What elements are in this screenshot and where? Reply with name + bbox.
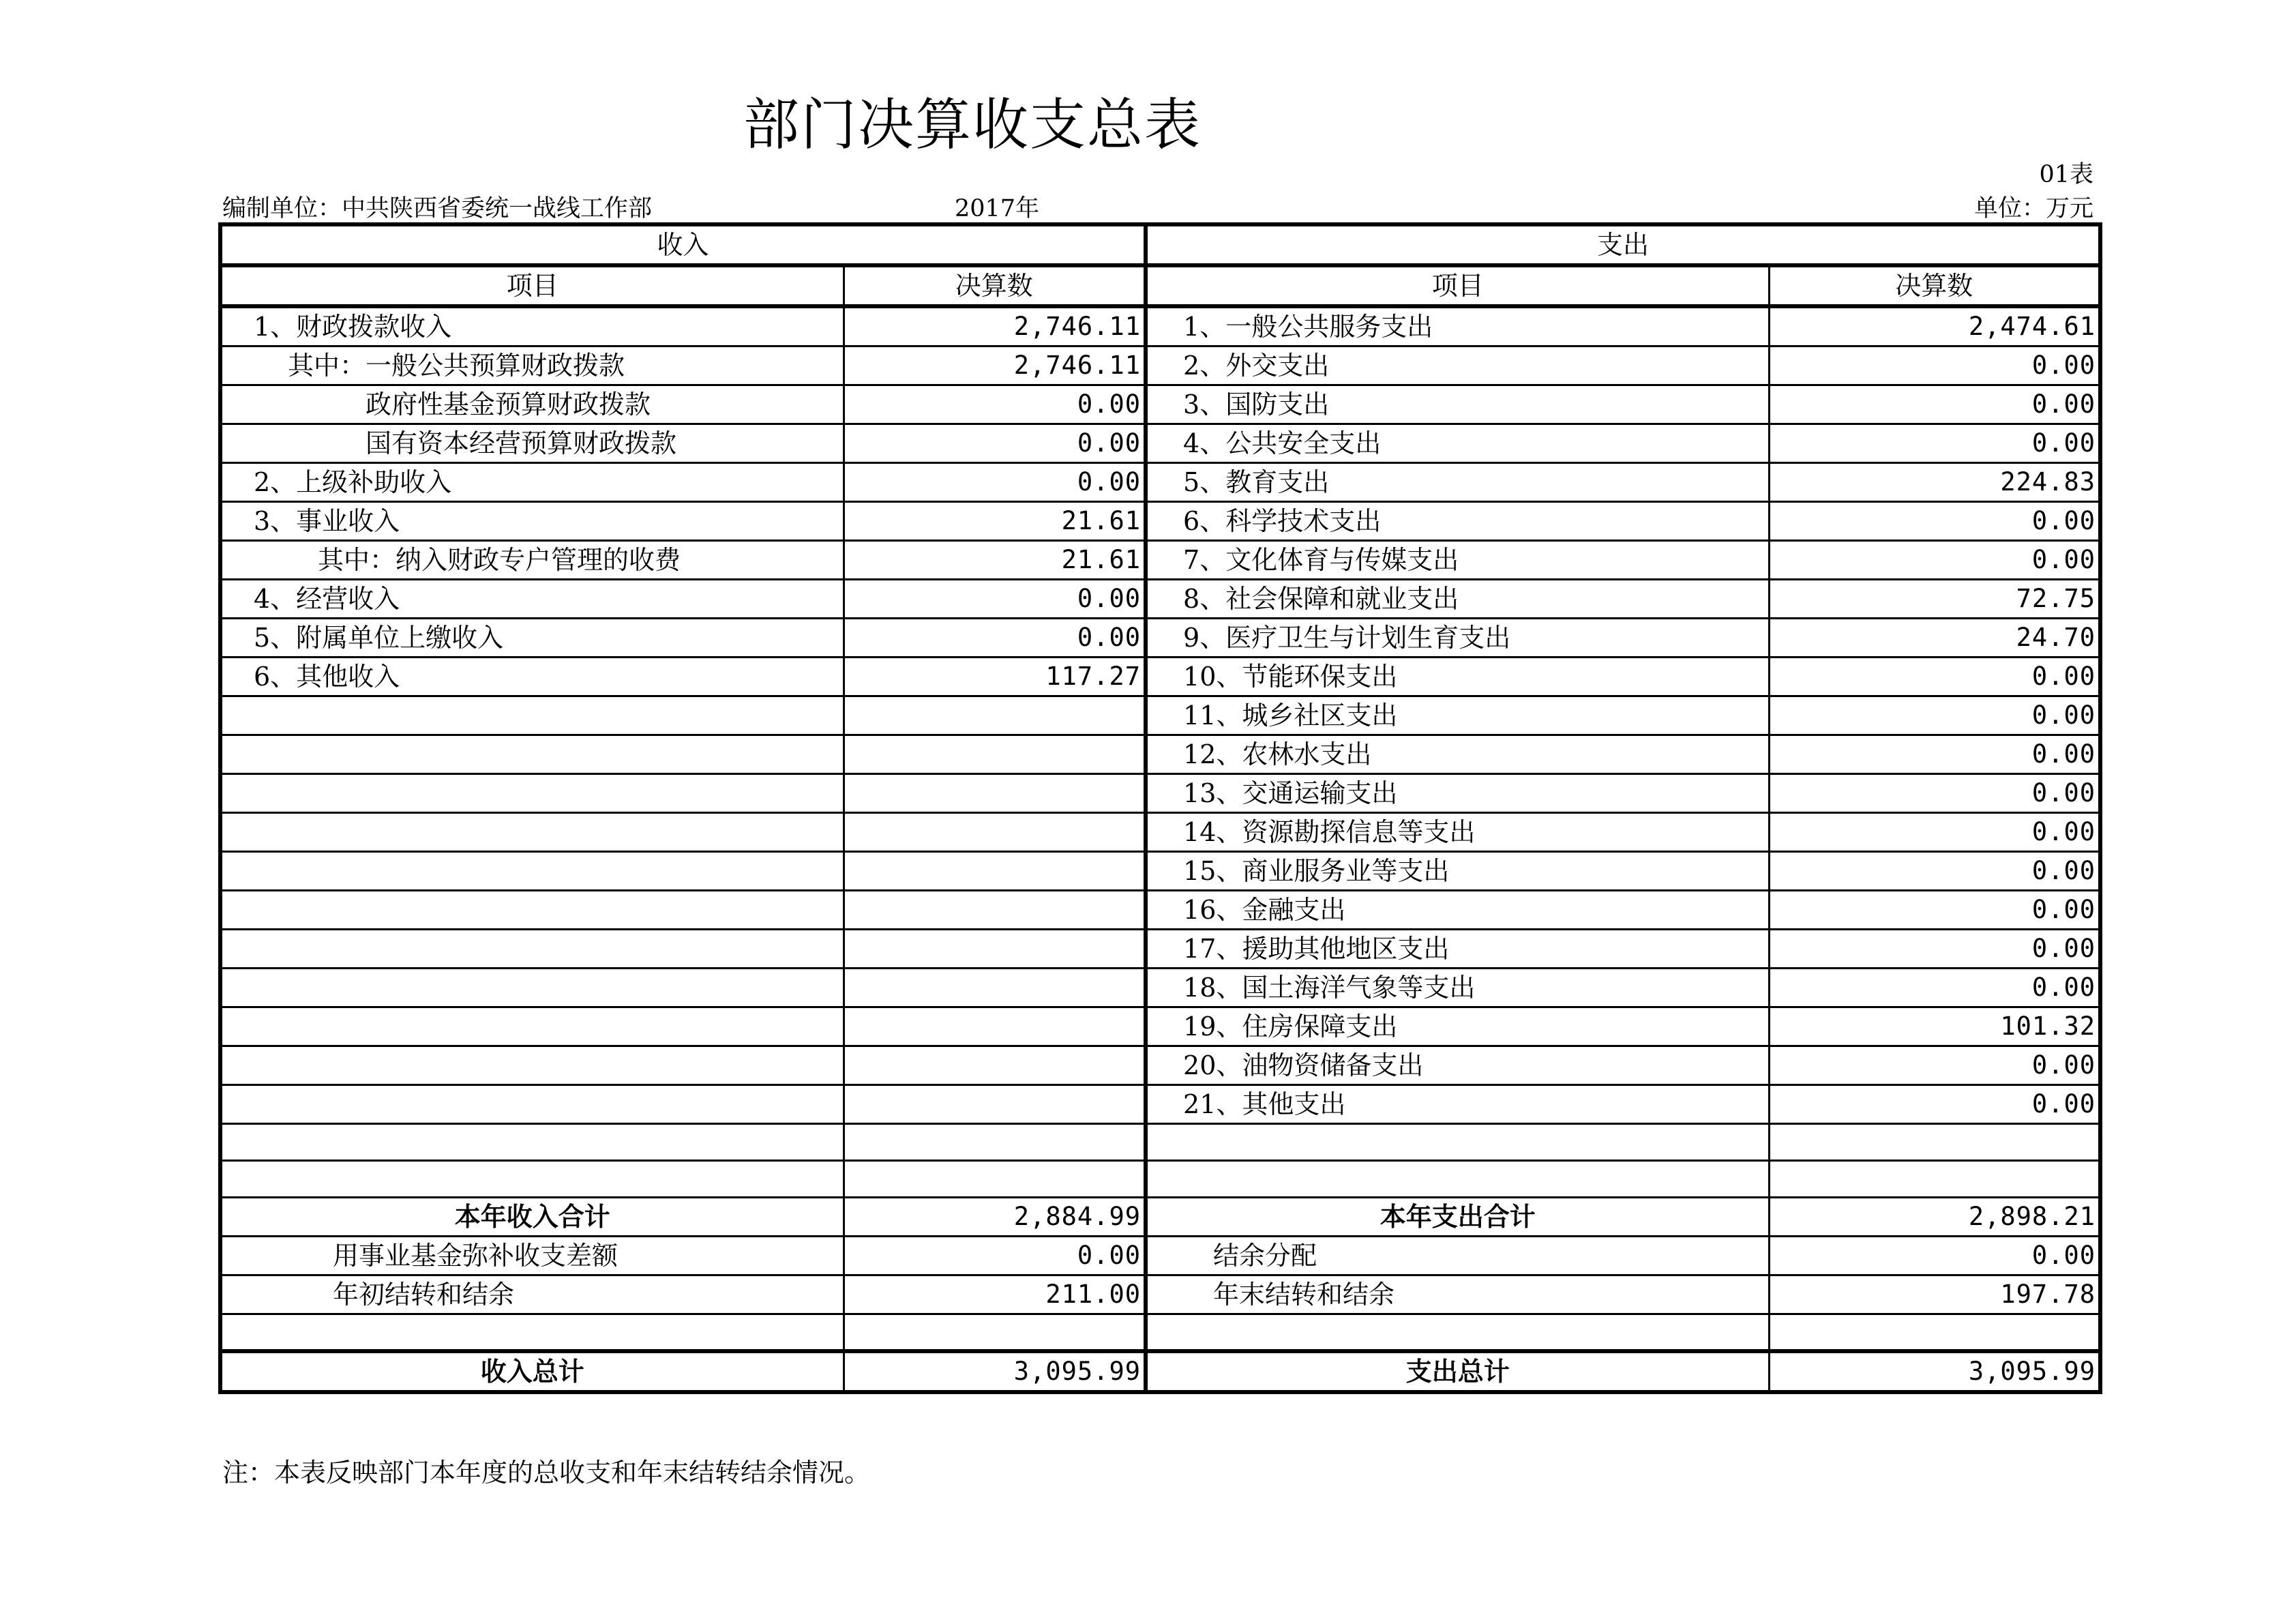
expense-amount: 24.70 (1769, 619, 2100, 658)
income-amount: 21.61 (844, 502, 1146, 541)
expense-amount: 0.00 (1769, 346, 2100, 385)
expense-amount: 0.00 (1769, 969, 2100, 1007)
expense-amount: 0.00 (1769, 891, 2100, 930)
income-item-label: 4、经营收入 (220, 580, 844, 619)
table-row (220, 385, 2100, 424)
table-row (220, 735, 2100, 774)
beginning-balance-label: 年初结转和结余 (220, 1275, 844, 1314)
income-amount (844, 1007, 1146, 1046)
income-amount (844, 1046, 1146, 1085)
income-item-label: 国有资本经营预算财政拨款 (220, 424, 844, 463)
income-item-label: 5、附属单位上缴收入 (220, 619, 844, 658)
income-amount-header: 决算数 (844, 265, 1146, 306)
expense-item-label: 14、资源勘探信息等支出 (1146, 813, 1769, 852)
income-item-label (220, 774, 844, 813)
expense-item-label: 4、公共安全支出 (1146, 424, 1769, 463)
blank-cell (1769, 1314, 2100, 1351)
table-number: 01表 (2039, 161, 2093, 188)
blank-cell (1146, 1314, 1769, 1351)
income-item-label (220, 1085, 844, 1124)
income-item-label (220, 969, 844, 1007)
expense-amount: 224.83 (1769, 463, 2100, 502)
table-row (220, 813, 2100, 852)
expense-item-label: 16、金融支出 (1146, 891, 1769, 930)
table-row (220, 306, 2100, 346)
table-row (220, 969, 2100, 1007)
footnote: 注：本表反映部门本年度的总收支和年末结转结余情况。 (222, 1458, 871, 1488)
table-row (220, 1046, 2100, 1085)
expense-item-label: 5、教育支出 (1146, 463, 1769, 502)
income-amount: 2,746.11 (844, 306, 1146, 346)
income-amount (844, 852, 1146, 891)
expense-item-label: 18、国土海洋气象等支出 (1146, 969, 1769, 1007)
table-row (220, 580, 2100, 619)
expense-item-label: 1、一般公共服务支出 (1146, 306, 1769, 346)
expense-amount: 0.00 (1769, 502, 2100, 541)
income-amount: 0.00 (844, 385, 1146, 424)
income-item-label (220, 813, 844, 852)
expense-amount: 0.00 (1769, 541, 2100, 580)
income-item-label: 6、其他收入 (220, 658, 844, 696)
expense-total: 2,898.21 (1769, 1198, 2100, 1237)
currency-unit: 单位：万元 (1973, 195, 2093, 222)
income-item-label (220, 1124, 844, 1161)
ending-balance-label: 年末结转和结余 (1146, 1275, 1769, 1314)
blank-cell (844, 1314, 1146, 1351)
table-row (220, 930, 2100, 969)
table-row (220, 1007, 2100, 1046)
income-header: 收入 (220, 224, 1146, 265)
expense-amount: 0.00 (1769, 658, 2100, 696)
expense-item-label: 21、其他支出 (1146, 1085, 1769, 1124)
table-row (220, 463, 2100, 502)
expense-item-label: 13、交通运输支出 (1146, 774, 1769, 813)
expense-item-label: 11、城乡社区支出 (1146, 696, 1769, 735)
page-title: 部门决算收支总表 (743, 93, 1202, 158)
expense-amount (1769, 1161, 2100, 1198)
income-total-label: 本年收入合计 (220, 1198, 844, 1237)
income-amount: 21.61 (844, 541, 1146, 580)
income-item-label: 其中：纳入财政专户管理的收费 (220, 541, 844, 580)
ending-balance-value: 197.78 (1769, 1275, 2100, 1314)
income-item-label: 3、事业收入 (220, 502, 844, 541)
table-row (220, 774, 2100, 813)
expense-total-label: 本年支出合计 (1146, 1198, 1769, 1237)
summary-row (220, 1237, 2100, 1275)
expense-amount: 0.00 (1769, 1085, 2100, 1124)
income-item-label (220, 1161, 844, 1198)
expense-item-label: 2、外交支出 (1146, 346, 1769, 385)
expense-item-label: 19、住房保障支出 (1146, 1007, 1769, 1046)
expense-grand-total-label: 支出总计 (1146, 1351, 1769, 1392)
expense-item-label (1146, 1161, 1769, 1198)
table-row (220, 891, 2100, 930)
income-amount (844, 735, 1146, 774)
table-row (220, 1085, 2100, 1124)
income-amount (844, 1161, 1146, 1198)
expense-item-label: 17、援助其他地区支出 (1146, 930, 1769, 969)
expense-amount (1769, 1124, 2100, 1161)
summary-row (220, 1275, 2100, 1314)
expense-item-label: 12、农林水支出 (1146, 735, 1769, 774)
income-item-label: 其中：一般公共预算财政拨款 (220, 346, 844, 385)
surplus-allocation-label: 结余分配 (1146, 1237, 1769, 1275)
fund-offset-value: 0.00 (844, 1237, 1146, 1275)
income-amount (844, 813, 1146, 852)
column-header-row (220, 265, 2100, 306)
beginning-balance-value: 211.00 (844, 1275, 1146, 1314)
income-amount: 0.00 (844, 580, 1146, 619)
annual-total-row (220, 1198, 2100, 1237)
income-amount (844, 891, 1146, 930)
table-row (220, 346, 2100, 385)
expense-item-label: 8、社会保障和就业支出 (1146, 580, 1769, 619)
expense-item-label: 7、文化体育与传媒支出 (1146, 541, 1769, 580)
report-year: 2017年 (955, 195, 1040, 222)
income-grand-total: 3,095.99 (844, 1351, 1146, 1392)
table-row (220, 502, 2100, 541)
expense-amount: 0.00 (1769, 813, 2100, 852)
income-amount (844, 1085, 1146, 1124)
income-amount (844, 969, 1146, 1007)
income-item-label (220, 1007, 844, 1046)
income-item-label (220, 930, 844, 969)
reporting-unit: 编制单位：中共陕西省委统一战线工作部 (222, 195, 653, 222)
income-grand-total-label: 收入总计 (220, 1351, 844, 1392)
income-total: 2,884.99 (844, 1198, 1146, 1237)
table-row (220, 658, 2100, 696)
income-item-label (220, 735, 844, 774)
table-row (220, 1124, 2100, 1161)
expense-item-label: 9、医疗卫生与计划生育支出 (1146, 619, 1769, 658)
expense-header: 支出 (1146, 224, 2100, 265)
income-amount (844, 1124, 1146, 1161)
expense-item-label: 3、国防支出 (1146, 385, 1769, 424)
expense-amount: 0.00 (1769, 424, 2100, 463)
table-row (220, 619, 2100, 658)
income-item-label (220, 891, 844, 930)
income-amount: 117.27 (844, 658, 1146, 696)
table-row (220, 696, 2100, 735)
income-item-label (220, 852, 844, 891)
income-item-label: 1、财政拨款收入 (220, 306, 844, 346)
income-amount (844, 774, 1146, 813)
expense-grand-total: 3,095.99 (1769, 1351, 2100, 1392)
income-amount: 0.00 (844, 463, 1146, 502)
expense-item-label: 20、油物资储备支出 (1146, 1046, 1769, 1085)
expense-item-label: 10、节能环保支出 (1146, 658, 1769, 696)
income-item-label: 政府性基金预算财政拨款 (220, 385, 844, 424)
table-row (220, 852, 2100, 891)
expense-item-label (1146, 1124, 1769, 1161)
grand-total-row (220, 1351, 2100, 1392)
expense-amount: 2,474.61 (1769, 306, 2100, 346)
income-amount (844, 696, 1146, 735)
summary-row (220, 1314, 2100, 1351)
expense-amount: 72.75 (1769, 580, 2100, 619)
table-row (220, 541, 2100, 580)
budget-summary-table (218, 222, 2102, 1394)
expense-amount: 0.00 (1769, 852, 2100, 891)
income-item-label (220, 1046, 844, 1085)
table-row (220, 424, 2100, 463)
table-header-row (220, 224, 2100, 265)
fund-offset-label: 用事业基金弥补收支差额 (220, 1237, 844, 1275)
income-item-header: 项目 (220, 265, 844, 306)
expense-amount: 0.00 (1769, 696, 2100, 735)
income-item-label (220, 696, 844, 735)
income-amount (844, 930, 1146, 969)
expense-amount: 0.00 (1769, 385, 2100, 424)
blank-cell (220, 1314, 844, 1351)
expense-item-header: 项目 (1146, 265, 1769, 306)
income-item-label: 2、上级补助收入 (220, 463, 844, 502)
expense-amount: 0.00 (1769, 930, 2100, 969)
expense-amount-header: 决算数 (1769, 265, 2100, 306)
income-amount: 0.00 (844, 424, 1146, 463)
income-amount: 0.00 (844, 619, 1146, 658)
expense-amount: 0.00 (1769, 735, 2100, 774)
surplus-allocation-value: 0.00 (1769, 1237, 2100, 1275)
income-amount: 2,746.11 (844, 346, 1146, 385)
expense-amount: 0.00 (1769, 1046, 2100, 1085)
expense-item-label: 6、科学技术支出 (1146, 502, 1769, 541)
table-row (220, 1161, 2100, 1198)
expense-item-label: 15、商业服务业等支出 (1146, 852, 1769, 891)
expense-amount: 0.00 (1769, 774, 2100, 813)
expense-amount: 101.32 (1769, 1007, 2100, 1046)
